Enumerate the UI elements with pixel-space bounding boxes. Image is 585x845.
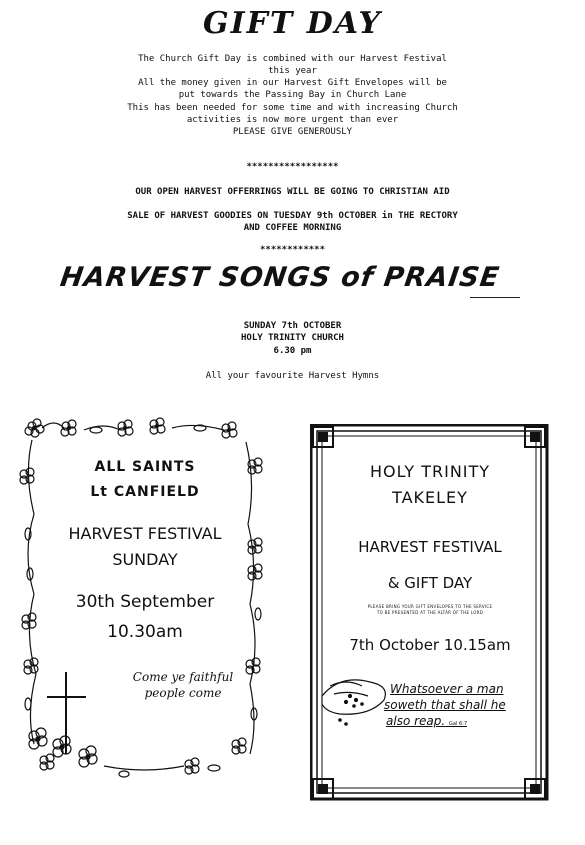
scripture-reference: Gal 6:7 — [449, 721, 467, 727]
poster-datetime: 7th October 10.15am — [349, 636, 511, 654]
sale-notice-line-2: AND COFFEE MORNING — [243, 223, 342, 233]
poster-event-title: HARVEST FESTIVAL — [68, 524, 222, 543]
separator: ************ — [259, 245, 326, 255]
hymn-line-2: people come — [144, 686, 222, 700]
poster-parish-location: Lt CANFIELD — [90, 484, 200, 500]
gift-day-line: This has been needed for some time and with increasing Church — [127, 103, 458, 113]
poster-event-day: SUNDAY — [112, 550, 178, 569]
poster-event-title: HARVEST FESTIVAL — [358, 538, 502, 556]
gift-day-line: put towards the Passing Bay in Church Lane — [178, 90, 407, 100]
gift-day-line: All the money given in our Harvest Gift Envelopes will be — [138, 78, 447, 88]
praise-date: SUNDAY 7th OCTOBER — [243, 321, 342, 331]
scripture-line-1: Whatsoever a man — [390, 682, 504, 696]
appeal-text: PLEASE GIVE GENEROUSLY — [232, 127, 353, 137]
separator: ***************** — [246, 162, 339, 172]
offerings-notice: OUR OPEN HARVEST OFFERRINGS WILL BE GOING TO CHRISTIAN AID — [135, 187, 450, 197]
hymn-line-1: Come ye faithful — [132, 670, 234, 684]
poster-church-name: HOLY TRINITY — [369, 462, 491, 481]
all-saints-poster — [14, 414, 276, 794]
praise-time: 6.30 pm — [273, 346, 312, 356]
holy-trinity-poster — [310, 424, 550, 802]
poster-church-location: TAKELEY — [392, 488, 468, 507]
poster-date: 30th September — [75, 592, 215, 612]
gift-day-line: this year — [268, 66, 317, 76]
sale-notice-line-1: SALE OF HARVEST GOODIES ON TUESDAY 9th OCTOBER in THE RECTORY — [127, 211, 458, 221]
songs-of-praise-title: HARVEST SONGS of PRAISE — [58, 262, 502, 293]
gift-day-line: The Church Gift Day is combined with our Harvest Festival — [138, 54, 447, 64]
praise-note: All your favourite Harvest Hymns — [205, 371, 380, 381]
envelope-notice-line-2: TO BE PRESENTED AT THE ALTAR OF THE LORD — [376, 610, 484, 615]
title-underline — [470, 297, 520, 298]
poster-time: 10.30am — [107, 622, 183, 642]
scripture-line-2: soweth that shall he — [384, 698, 506, 712]
scripture-text: also reap. — [386, 714, 446, 728]
envelope-notice-line-1: PLEASE BRING YOUR GIFT ENVELOPES TO THE SERVICE — [367, 604, 493, 609]
gift-day-title: GIFT DAY — [203, 6, 382, 41]
praise-venue: HOLY TRINITY CHURCH — [241, 333, 344, 343]
poster-parish-name: ALL SAINTS — [94, 459, 196, 475]
poster-event-subtitle: & GIFT DAY — [387, 574, 473, 592]
scripture-line-3 — [386, 714, 467, 731]
gift-day-line: activities is now more urgent than ever — [186, 115, 399, 125]
